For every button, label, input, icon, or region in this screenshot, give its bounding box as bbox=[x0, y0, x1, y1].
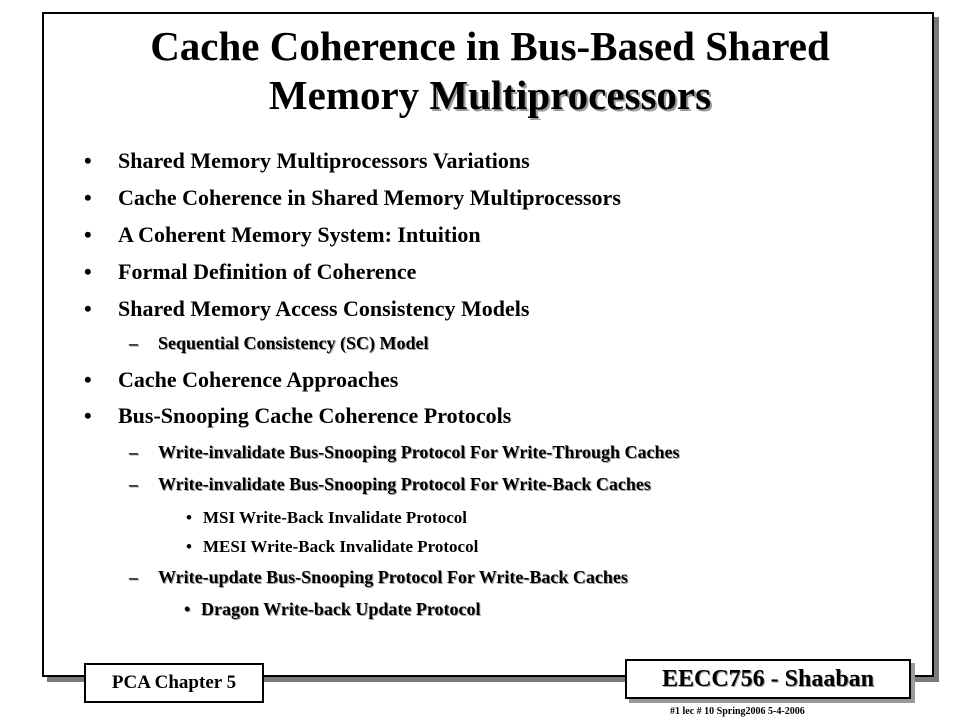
sub-bullet-marker: • bbox=[186, 537, 192, 556]
title-line-2-shadowed: Multiprocessors bbox=[429, 72, 712, 118]
bullet-marker: • bbox=[84, 367, 92, 392]
dash-marker: – bbox=[129, 442, 138, 462]
list-item: Formal Definition of Coherence bbox=[118, 259, 417, 284]
dash-marker: – bbox=[129, 333, 138, 353]
bullet-marker: • bbox=[84, 185, 92, 210]
slide-footer: #1 lec # 10 Spring2006 5-4-2006 bbox=[670, 706, 805, 717]
sub-bullet-marker: • bbox=[184, 599, 191, 619]
chapter-label-box: PCA Chapter 5 bbox=[84, 663, 264, 703]
bullet-marker: • bbox=[84, 259, 92, 284]
list-item: Bus-Snooping Cache Coherence Protocols bbox=[118, 403, 512, 428]
dash-marker: – bbox=[129, 567, 138, 587]
list-item: Cache Coherence Approaches bbox=[118, 367, 399, 392]
course-label-box: EECC756 - Shaaban bbox=[625, 659, 911, 699]
title-line-1: Cache Coherence in Bus-Based Shared bbox=[150, 23, 830, 69]
bullet-marker: • bbox=[84, 403, 92, 428]
sub-sub-list-item: MESI Write-Back Invalidate Protocol bbox=[203, 537, 479, 556]
list-item: A Coherent Memory System: Intuition bbox=[118, 222, 481, 247]
sub-bullet-marker: • bbox=[186, 508, 192, 527]
title-line-2 bbox=[50, 71, 930, 120]
sub-list-item: Sequential Consistency (SC) Model bbox=[158, 333, 429, 353]
bullet-marker: • bbox=[84, 296, 92, 321]
sub-list-item: Write-invalidate Bus-Snooping Protocol For Write-Back Caches bbox=[158, 474, 651, 494]
list-item: Shared Memory Multiprocessors Variations bbox=[118, 148, 530, 173]
sub-list-item: Write-invalidate Bus-Snooping Protocol For Write-Through Caches bbox=[158, 442, 680, 462]
sub-sub-list-item: Dragon Write-back Update Protocol bbox=[201, 599, 481, 619]
bullet-marker: • bbox=[84, 148, 92, 173]
dash-marker: – bbox=[129, 474, 138, 494]
title-line-2-plain: Memory bbox=[268, 72, 430, 118]
sub-list-item: Write-update Bus-Snooping Protocol For Write-Back Caches bbox=[158, 567, 628, 587]
bullet-marker: • bbox=[84, 222, 92, 247]
sub-sub-list-item: MSI Write-Back Invalidate Protocol bbox=[203, 508, 467, 527]
list-item: Shared Memory Access Consistency Models bbox=[118, 296, 530, 321]
list-item: Cache Coherence in Shared Memory Multiprocessors bbox=[118, 185, 621, 210]
slide-title bbox=[50, 22, 930, 120]
